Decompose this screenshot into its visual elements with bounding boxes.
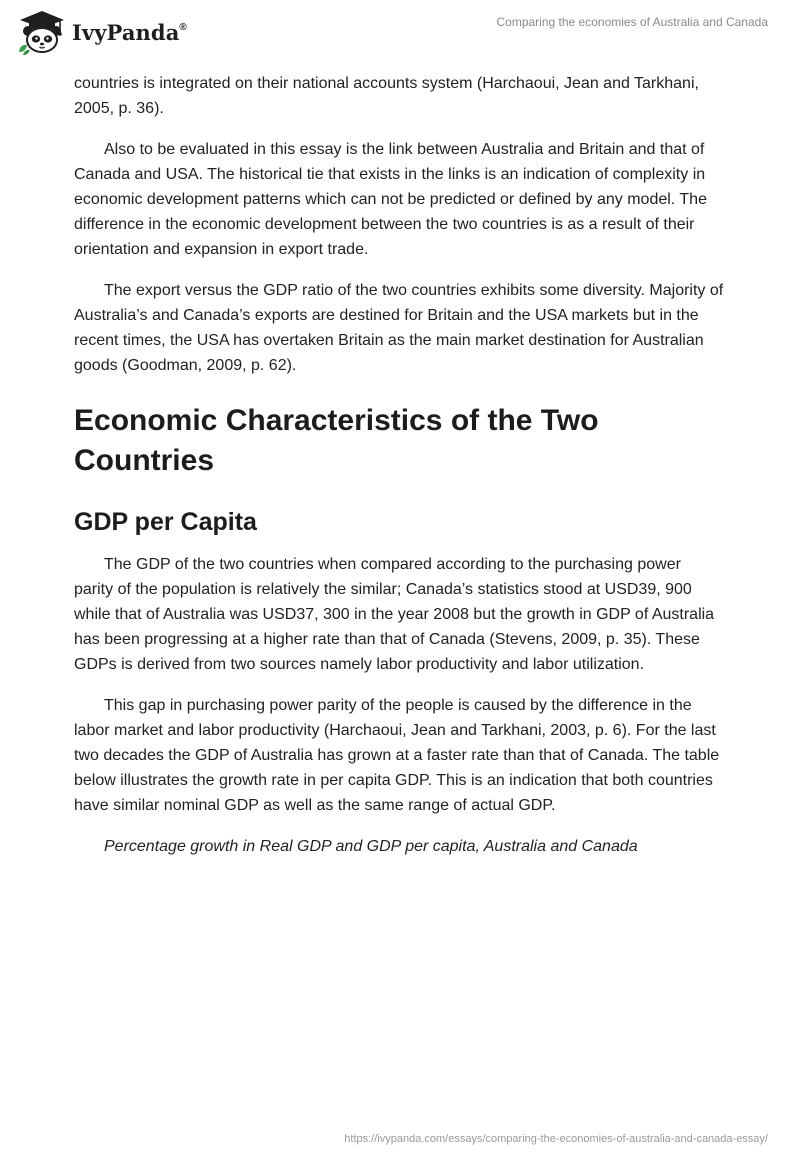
paragraph: Also to be evaluated in this essay is the link between Australia and Britain and that of Canada and USA. The historical tie that exists in the links is an indication of complexity in economic development patterns which can not be predicted or defined by any model. The difference in the economic development between the two countries is as a result of their orientation and expansion in export trade. (74, 141, 707, 258)
subsection-heading: GDP per Capita (74, 508, 257, 536)
page-header (0, 0, 800, 66)
table-caption: Percentage growth in Real GDP and GDP per capita, Australia and Canada (104, 838, 638, 855)
paragraph: The GDP of the two countries when compared according to the purchasing power parity of the population is relatively the similar; Canada’s statistics stood at USD39, 900 while that of Australia was USD37, 300 in the year 2008 but the growth in GDP of Australia has been progressing at a higher rate than that of Canada (Stevens, 2009, p. 35). These GDPs is derived from two sources namely labor productivity and labor utilization. (74, 556, 715, 673)
section-heading: Economic Characteristics of the Two Countries (74, 404, 599, 477)
document-title: Comparing the economies of Australia and Canada (496, 15, 768, 29)
source-url[interactable]: https://ivypanda.com/essays/comparing-the-economies-of-australia-and-canada-essay/ (344, 1133, 768, 1145)
registered-mark: ® (179, 21, 187, 33)
paragraph: The export versus the GDP ratio of the two countries exhibits some diversity. Majority of Australia’s and Canada’s exports are destined for Britain and the USA markets but in the recent times, the USA has overtaken Britain as the main market destination for Australian goods (Goodman, 2009, p. 62). (74, 282, 724, 374)
essay-content (74, 71, 724, 875)
logo-text (72, 20, 187, 45)
ivypanda-logo[interactable] (16, 8, 187, 56)
logo-wordmark: IvyPanda (72, 19, 180, 45)
panda-graduate-icon (16, 8, 68, 56)
paragraph-continued: countries is integrated on their national accounts system (Harchaoui, Jean and Tarkhani, 2005, p. 36). (74, 75, 699, 117)
paragraph: This gap in purchasing power parity of the people is caused by the difference in the labor market and labor productivity (Harchaoui, Jean and Tarkhani, 2003, p. 6). For the last two decades the GDP of Australia has grown at a faster rate than that of Canada. The table below illustrates the growth rate in per capita GDP. This is an indication that both countries have similar nominal GDP as well as the same range of actual GDP. (74, 697, 720, 814)
